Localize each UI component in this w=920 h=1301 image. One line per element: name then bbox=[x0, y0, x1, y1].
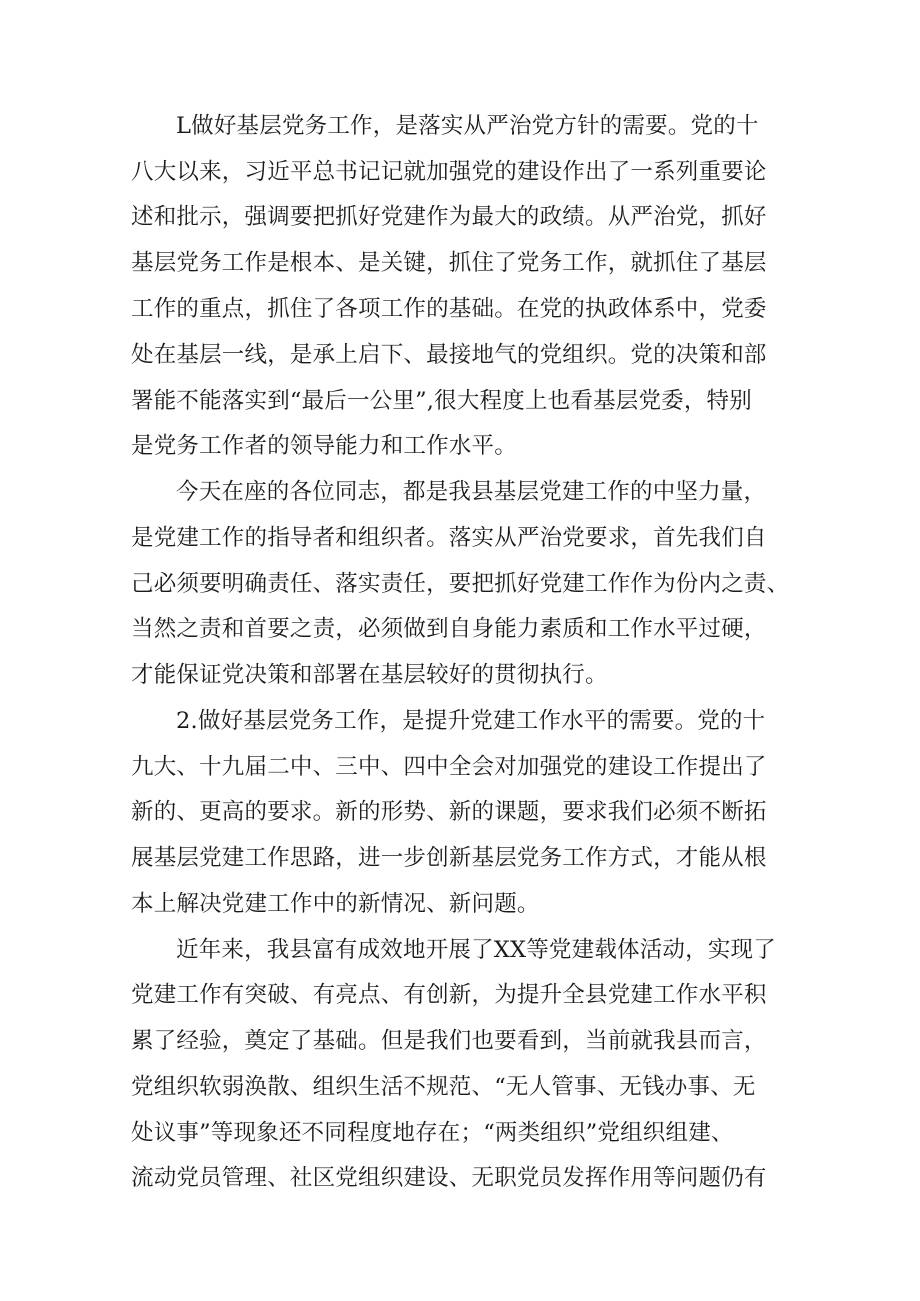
text-line: 新的、更高的要求。新的形势、新的课题，要求我们必须不断拓 bbox=[131, 799, 767, 825]
text-line: 党建工作有突破、有亮点、有创新，为提升全县党建工作水平积 bbox=[131, 982, 767, 1008]
text-line: 2.做好基层党务工作，是提升党建工作水平的需要。党的十 bbox=[176, 708, 766, 734]
text-line: 累了经验，奠定了基础。但是我们也要看到，当前就我县而言， bbox=[131, 1028, 767, 1054]
text-line: 九大、十九届二中、三中、四中全会对加强党的建设工作提出了 bbox=[131, 754, 767, 780]
text-line: 流动党员管理、社区党组织建设、无职党员发挥作用等问题仍有 bbox=[131, 1165, 767, 1191]
text-line: 当然之责和首要之责，必须做到自身能力素质和工作水平过硬， bbox=[131, 616, 767, 642]
text-line: 处在基层一线，是承上启下、最接地气的党组织。党的决策和部 bbox=[131, 342, 767, 368]
text-line: 工作的重点，抓住了各项工作的基础。在党的执政体系中，党委 bbox=[131, 296, 767, 322]
text-line: 是党建工作的指导者和组织者。落实从严治党要求，首先我们自 bbox=[131, 525, 767, 551]
text-line: 本上解决党建工作中的新情况、新问题。 bbox=[131, 891, 540, 917]
text-line: 基层党务工作是根本、是关键，抓住了党务工作，就抓住了基层 bbox=[131, 250, 767, 276]
text-line: 述和批示，强调要把抓好党建作为最大的政绩。从严治党，抓好 bbox=[131, 204, 767, 230]
text-line: 今天在座的各位同志，都是我县基层党建工作的中坚力量， bbox=[176, 479, 767, 505]
text-line: 是党务工作者的领导能力和工作水平。 bbox=[131, 433, 517, 459]
text-line: L做好基层党务工作，是落实从严治党方针的需要。党的十 bbox=[176, 113, 759, 139]
text-line: 署能不能落实到“最后一公里”,很大程度上也看基层党委，特别 bbox=[131, 388, 752, 414]
text-line: 展基层党建工作思路，进一步创新基层党务工作方式，才能从根 bbox=[131, 845, 767, 871]
text-line: 党组织软弱涣散、组织生活不规范、“无人管事、无钱办事、无 bbox=[131, 1074, 756, 1100]
text-line: 近年来，我县富有成效地开展了XX等党建载体活动，实现了 bbox=[176, 937, 776, 963]
text-line: 处议事”等现象还不同程度地存在；“两类组织”党组织组建、 bbox=[131, 1120, 734, 1146]
text-line: 才能保证党决策和部署在基层较好的贯彻执行。 bbox=[131, 662, 608, 688]
text-line: 己必须要明确责任、落实责任，要把抓好党建工作作为份内之责、 bbox=[131, 571, 790, 597]
text-line: 八大以来，习近平总书记记就加强党的建设作出了一系列重要论 bbox=[131, 159, 767, 185]
